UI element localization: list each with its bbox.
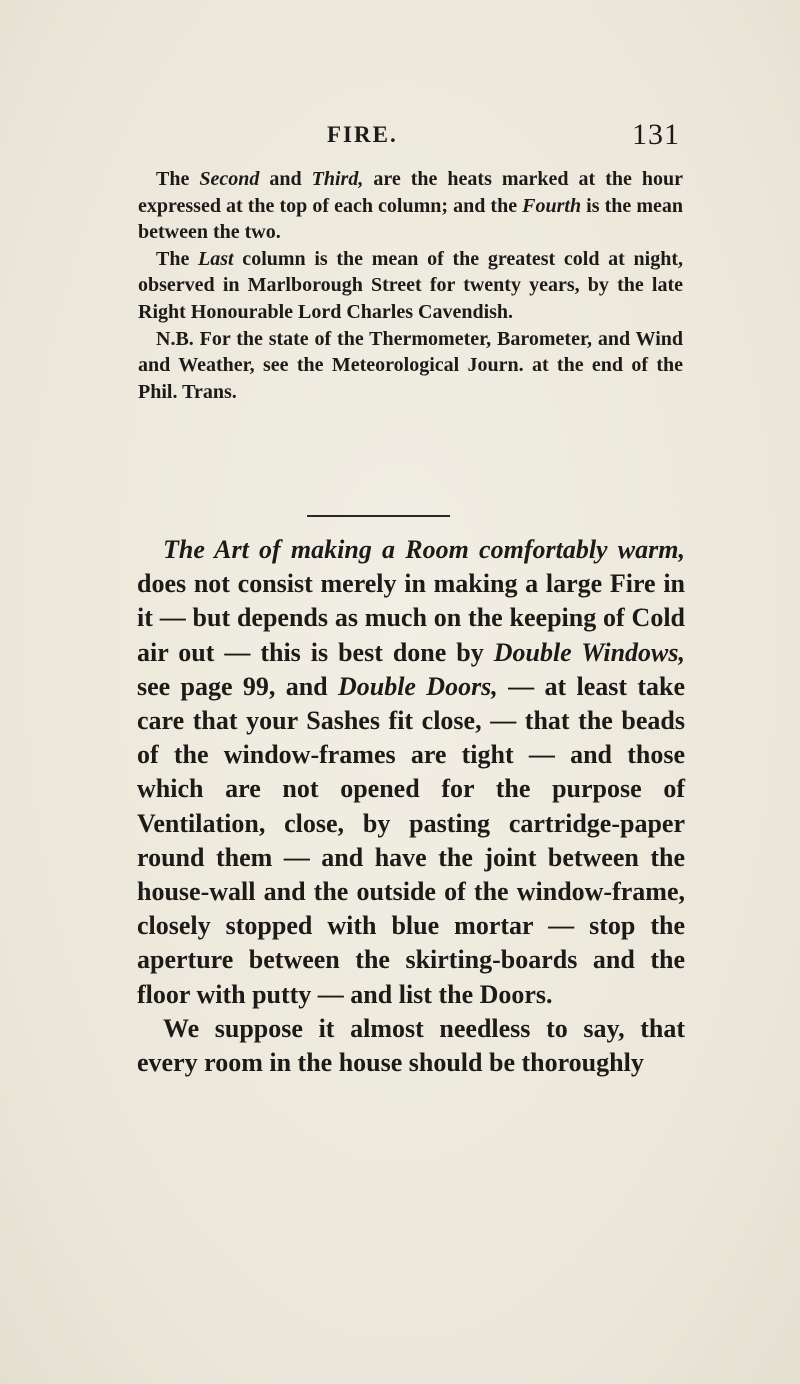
note-paragraph-3: N.B. For the state of the Thermometer, Barometer, and Wind and Weather, see the Meteorological Journ. at the end of the Phil. Trans. — [138, 327, 683, 403]
note-text: The — [156, 168, 200, 190]
article-text: does not consist merely in making a large Fire in it — but depends as much on the keeping of Cold air out — this is best done by — [137, 569, 685, 667]
note-paragraph-1 — [138, 166, 683, 246]
note-italic-text: Last — [198, 247, 234, 270]
article-body — [137, 533, 685, 1080]
note-text: column is the mean of the greatest cold at night, observed in Marlborough Street for twenty years, by the late Right Honourable Lord Charles Cavendish. — [138, 247, 683, 323]
note-italic-text: Third, — [311, 168, 364, 190]
note-paragraph-2 — [138, 246, 683, 326]
section-divider — [307, 515, 450, 517]
note-text: is the mean between the two. — [138, 194, 683, 244]
page-number: 131 — [632, 118, 680, 151]
article-italic-text: The Art of making a Room comfortably warm, — [163, 535, 685, 564]
article-text: — at least take care that your Sashes fit close, — that the beads of the window-frames are tight — and those which are not opened for the purpose of Ventilation, close, by pasting cartridge-paper round them — and have the joint between the house-wall and the outside of the window-frame, closely stopped with blue mortar — stop the aperture between the skirting-boards and the floor with putty — and list the Doors. — [137, 671, 686, 1009]
article-italic-text: Double Doors, — [337, 671, 498, 701]
table-notes — [138, 166, 683, 405]
note-text: and — [259, 168, 312, 190]
article-italic-text: Double Windows, — [493, 637, 686, 667]
article-paragraph-1 — [137, 533, 685, 1012]
note-italic-text: Fourth — [522, 194, 582, 217]
running-head: FIRE. — [327, 122, 398, 147]
note-text: are the heats marked at the hour expressed at the top of each column; and the — [138, 168, 684, 217]
note-text: The — [156, 247, 199, 270]
article-text: see page 99, and — [137, 671, 338, 701]
page-header — [0, 118, 800, 162]
note-italic-text: Second — [199, 168, 260, 190]
article-paragraph-2: We suppose it almost needless to say, that every room in the house should be thoroughly — [137, 1013, 685, 1078]
